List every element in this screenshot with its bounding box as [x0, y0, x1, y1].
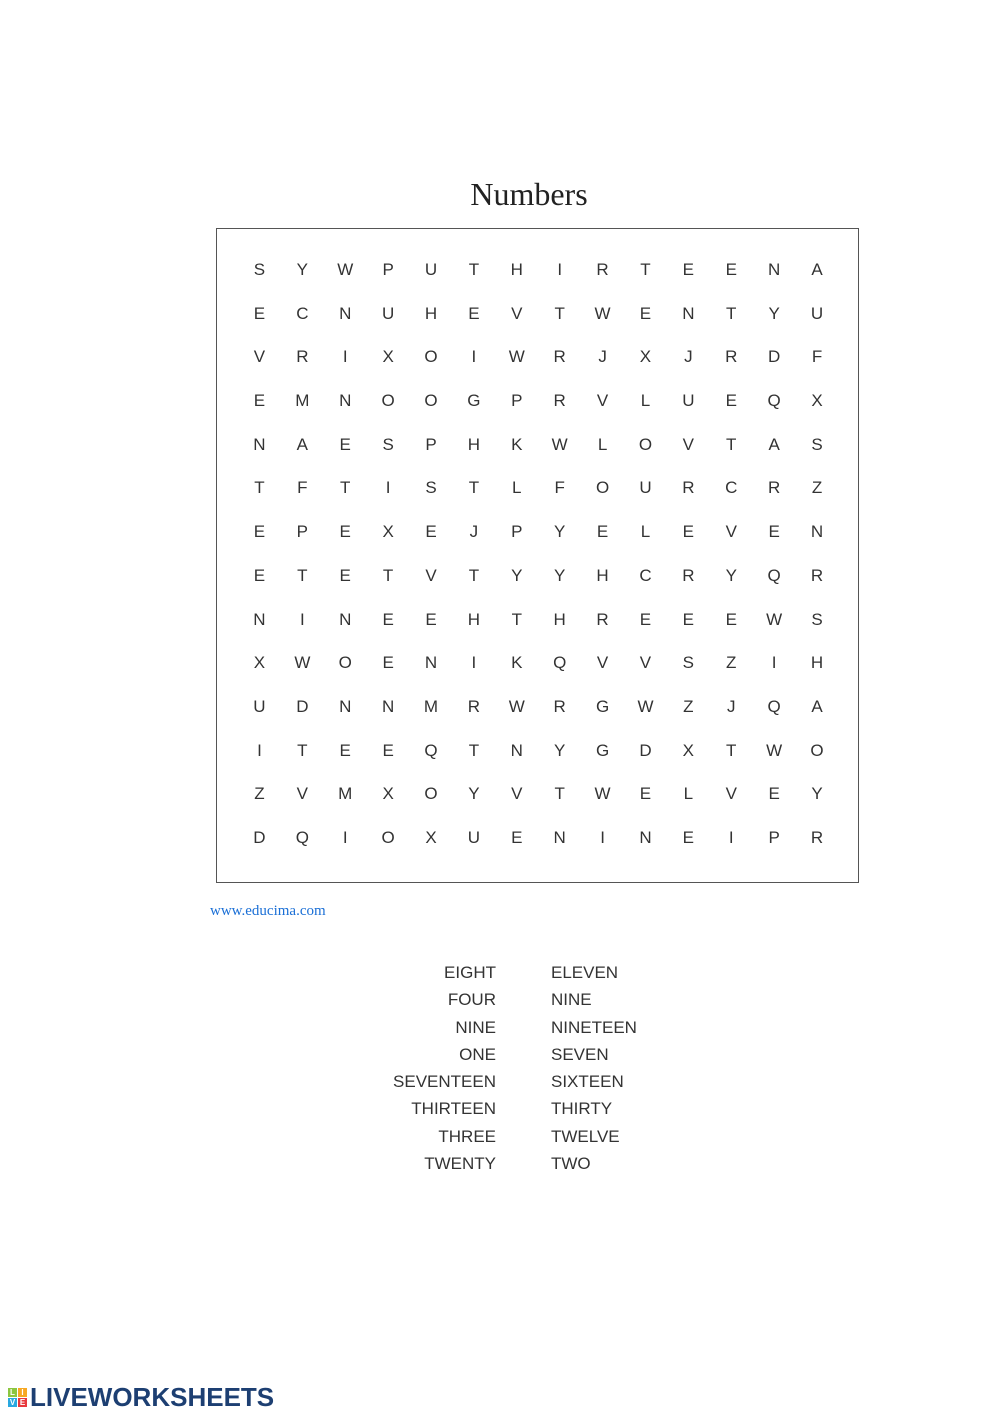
word-item: FOUR [447, 990, 496, 1010]
grid-cell[interactable]: J [598, 347, 607, 367]
grid-cell[interactable]: N [682, 303, 695, 323]
grid-cell[interactable]: E [725, 391, 737, 411]
grid-cell[interactable]: N [553, 827, 566, 847]
grid-cell[interactable]: G [595, 740, 610, 760]
grid-cell[interactable]: W [551, 434, 568, 454]
grid-cell[interactable]: U [467, 827, 481, 847]
grid-cell[interactable]: V [725, 784, 737, 804]
grid-cell[interactable]: R [767, 478, 781, 498]
grid-cell[interactable]: U [381, 303, 395, 323]
grid-cell[interactable]: T [726, 434, 737, 454]
grid-cell[interactable]: E [382, 740, 394, 760]
grid-cell[interactable]: U [810, 303, 824, 323]
grid-cell[interactable]: X [811, 391, 823, 411]
grid-cell[interactable]: A [811, 260, 823, 279]
grid-cell[interactable]: J [684, 347, 693, 367]
grid-cell[interactable]: Q [767, 391, 781, 411]
word-list-row [0, 990, 1000, 1017]
website-link[interactable]: www.educima.com [210, 903, 326, 919]
grid-cell[interactable]: A [811, 696, 823, 716]
grid-cell[interactable]: U [424, 260, 438, 279]
grid-cell[interactable]: X [425, 827, 437, 847]
grid-cell[interactable]: W [766, 609, 783, 629]
grid-cell[interactable]: I [557, 260, 563, 279]
grid-cell[interactable]: S [253, 260, 266, 279]
grid-cell[interactable]: Y [554, 522, 566, 542]
grid-cell[interactable]: T [554, 303, 565, 323]
logo-text: LIVEWORKSHEETS [30, 1382, 275, 1412]
grid-cell[interactable]: O [595, 478, 610, 498]
grid-cell[interactable]: Y [511, 565, 523, 585]
grid-cell[interactable]: U [682, 391, 695, 411]
grid-cell[interactable]: T [468, 565, 480, 585]
grid-cell[interactable]: I [471, 653, 477, 673]
grid-cell[interactable]: E [339, 522, 351, 542]
grid-cell[interactable]: P [511, 522, 523, 542]
grid-cell[interactable]: V [511, 303, 523, 323]
grid-cell[interactable]: X [253, 653, 266, 673]
grid-cell[interactable]: L [640, 522, 651, 542]
grid-cell[interactable]: H [467, 434, 481, 454]
grid-cell[interactable]: E [682, 522, 695, 542]
grid-cell[interactable]: H [553, 609, 566, 629]
grid-cell[interactable]: T [511, 609, 522, 629]
grid-cell[interactable]: S [811, 609, 823, 629]
word-list [0, 963, 1000, 1181]
grid-cell[interactable]: V [425, 565, 437, 585]
grid-cell[interactable]: M [295, 391, 310, 411]
grid-cell[interactable]: P [425, 434, 437, 454]
grid-cell[interactable]: Q [767, 565, 781, 585]
word-item: EIGHT [444, 963, 496, 982]
grid-cell[interactable]: H [424, 303, 438, 323]
grid-cell[interactable]: E [425, 522, 437, 542]
word-item: THIRTY [551, 1099, 613, 1119]
grid-cell[interactable]: D [296, 696, 309, 716]
word-list-row [0, 1127, 1000, 1154]
word-list-row [0, 1154, 1000, 1181]
grid-cell[interactable]: T [726, 303, 737, 323]
word-item: SEVEN [551, 1044, 609, 1064]
grid-cell[interactable]: T [468, 260, 480, 279]
grid-cell[interactable]: E [639, 784, 652, 804]
grid-cell[interactable]: F [554, 478, 565, 498]
grid-cell[interactable]: V [682, 434, 695, 454]
grid-cell[interactable]: E [253, 391, 266, 411]
grid-cell[interactable]: D [253, 827, 266, 847]
grid-cell[interactable]: E [382, 609, 394, 629]
word-item: NINE [455, 1017, 496, 1037]
grid-cell[interactable]: E [682, 260, 695, 279]
grid-cell[interactable]: T [640, 260, 651, 279]
grid-cell[interactable]: E [725, 609, 737, 629]
grid-cell[interactable]: O [424, 784, 438, 804]
grid-cell[interactable]: V [725, 522, 737, 542]
grid-cell[interactable]: C [296, 303, 309, 323]
grid-cell[interactable]: E [425, 609, 437, 629]
grid-cell[interactable]: I [600, 827, 605, 847]
grid-cell[interactable]: S [682, 653, 695, 673]
word-list-row [0, 1099, 1000, 1126]
grid-cell[interactable]: P [382, 260, 394, 279]
grid-cell[interactable]: W [637, 696, 654, 716]
grid-cell[interactable]: V [511, 784, 523, 804]
grid-cell[interactable]: N [339, 609, 352, 629]
grid-cell[interactable]: X [382, 522, 394, 542]
grid-cell[interactable]: Z [726, 653, 737, 673]
grid-cell[interactable]: Y [811, 784, 823, 804]
grid-cell[interactable]: R [810, 565, 824, 585]
grid-cell[interactable]: R [810, 827, 824, 847]
grid-cell[interactable]: X [682, 740, 695, 760]
grid-cell[interactable]: V [596, 391, 609, 411]
grid-cell[interactable]: E [253, 522, 266, 542]
grid-cell[interactable]: N [339, 391, 352, 411]
grid-cell[interactable]: E [768, 522, 780, 542]
grid-cell[interactable]: J [469, 522, 479, 542]
word-item: TWO [551, 1154, 591, 1174]
grid-cell[interactable]: E [682, 827, 695, 847]
word-list-row [0, 1018, 1000, 1045]
grid-cell[interactable]: N [253, 434, 266, 454]
grid-cell[interactable]: S [811, 434, 823, 454]
grid-cell[interactable]: H [510, 260, 523, 279]
grid-cell[interactable]: H [596, 565, 609, 585]
grid-cell[interactable]: D [767, 347, 781, 367]
grid-cell[interactable]: I [342, 827, 348, 847]
grid-cell[interactable]: F [297, 478, 308, 498]
grid-cell[interactable]: E [768, 784, 780, 804]
grid-cell[interactable]: T [297, 565, 308, 585]
grid-cell[interactable]: E [382, 653, 394, 673]
word-search-grid [238, 257, 838, 869]
grid-cell[interactable]: O [424, 347, 438, 367]
grid-cell[interactable]: J [726, 696, 736, 716]
grid-cell[interactable]: E [511, 827, 523, 847]
word-item: TWELVE [551, 1126, 620, 1146]
grid-cell[interactable]: N [810, 522, 824, 542]
grid-cell[interactable]: N [381, 696, 395, 716]
grid-cell[interactable]: E [468, 303, 480, 323]
grid-cell[interactable]: N [767, 260, 781, 279]
grid-cell[interactable]: N [424, 653, 438, 673]
grid-cell[interactable]: X [382, 347, 394, 367]
grid-cell[interactable]: H [467, 609, 481, 629]
grid-cell[interactable]: U [253, 696, 266, 716]
grid-cell[interactable]: E [339, 434, 351, 454]
grid-cell[interactable]: R [553, 347, 566, 367]
word-item: SIXTEEN [551, 1072, 624, 1092]
grid-cell[interactable]: K [511, 434, 523, 454]
grid-cell[interactable]: N [510, 740, 523, 760]
grid-cell[interactable]: G [595, 696, 610, 716]
grid-cell[interactable]: T [554, 784, 565, 804]
grid-cell[interactable]: S [382, 434, 394, 454]
grid-cell[interactable]: E [253, 303, 266, 323]
grid-cell[interactable]: O [381, 391, 395, 411]
grid-cell[interactable]: R [296, 347, 309, 367]
grid-cell[interactable]: Y [725, 565, 737, 585]
grid-cell[interactable]: M [423, 696, 439, 716]
grid-cell[interactable]: O [424, 391, 438, 411]
grid-cell[interactable]: T [382, 565, 394, 585]
grid-cell[interactable]: Y [468, 784, 480, 804]
logo-badge-letter: L [8, 1388, 17, 1397]
grid-cell[interactable]: L [512, 478, 522, 498]
grid-cell[interactable]: E [639, 303, 652, 323]
grid-cell[interactable]: V [596, 653, 609, 673]
grid-cell[interactable]: E [596, 522, 609, 542]
grid-cell[interactable]: S [425, 478, 437, 498]
grid-cell[interactable]: Y [554, 565, 566, 585]
grid-cell[interactable]: Q [553, 653, 567, 673]
grid-cell[interactable]: I [471, 347, 477, 367]
grid-cell[interactable]: P [768, 827, 780, 847]
grid-cell[interactable]: V [639, 653, 652, 673]
grid-cell[interactable]: I [385, 478, 391, 498]
grid-cell[interactable]: Q [295, 827, 309, 847]
grid-cell[interactable]: R [725, 347, 738, 367]
grid-cell[interactable]: R [553, 391, 566, 411]
grid-cell[interactable]: R [596, 260, 609, 279]
grid-cell[interactable]: Y [768, 303, 780, 323]
grid-cell[interactable]: W [294, 653, 311, 673]
grid-cell[interactable]: W [508, 347, 525, 367]
word-list-row [0, 1045, 1000, 1072]
grid-cell[interactable]: A [768, 434, 780, 454]
grid-cell[interactable]: O [381, 827, 395, 847]
word-item: THIRTEEN [411, 1099, 496, 1119]
logo-badge-letter: E [19, 1398, 26, 1407]
grid-cell[interactable]: Y [296, 260, 308, 279]
logo-badge-letter: I [18, 1388, 27, 1397]
grid-cell[interactable]: E [725, 260, 737, 279]
grid-cell[interactable]: T [726, 740, 737, 760]
grid-cell[interactable]: P [296, 522, 308, 542]
grid-cell[interactable]: W [766, 740, 783, 760]
grid-cell[interactable]: O [638, 434, 653, 454]
liveworksheets-logo [8, 1382, 274, 1413]
grid-cell[interactable]: H [810, 653, 824, 673]
grid-cell[interactable]: L [640, 391, 651, 411]
grid-cell[interactable]: E [253, 565, 266, 585]
grid-cell[interactable]: V [253, 347, 266, 367]
grid-cell[interactable]: I [771, 653, 777, 673]
grid-cell[interactable]: R [682, 478, 695, 498]
grid-cell[interactable]: A [296, 434, 308, 454]
grid-cell[interactable]: N [339, 696, 352, 716]
grid-cell[interactable]: W [508, 696, 525, 716]
grid-cell[interactable]: Z [254, 784, 265, 804]
word-item: ELEVEN [551, 963, 619, 982]
grid-cell[interactable]: T [468, 478, 480, 498]
grid-cell[interactable]: I [299, 609, 305, 629]
grid-cell[interactable]: D [639, 740, 652, 760]
grid-cell[interactable]: I [342, 347, 348, 367]
worksheet-title: Numbers [470, 176, 588, 212]
word-item: ONE [459, 1044, 496, 1064]
grid-cell[interactable]: W [594, 784, 611, 804]
grid-cell[interactable]: Z [811, 478, 823, 498]
grid-cell[interactable]: U [639, 478, 652, 498]
grid-cell[interactable]: T [340, 478, 351, 498]
grid-cell[interactable]: P [511, 391, 523, 411]
grid-cell[interactable]: Y [554, 740, 566, 760]
grid-cell[interactable]: F [811, 347, 823, 367]
grid-cell[interactable]: I [728, 827, 734, 847]
grid-cell[interactable]: W [337, 260, 354, 279]
grid-cell[interactable]: N [639, 827, 652, 847]
grid-cell[interactable]: N [339, 303, 352, 323]
grid-cell[interactable]: R [596, 609, 609, 629]
grid-cell[interactable]: G [467, 391, 481, 411]
grid-cell[interactable]: R [553, 696, 566, 716]
grid-cell[interactable]: X [382, 784, 394, 804]
grid-cell[interactable]: Q [767, 696, 781, 716]
grid-cell[interactable]: K [511, 653, 523, 673]
word-item: NINETEEN [551, 1017, 637, 1037]
grid-cell[interactable]: I [257, 740, 262, 760]
grid-cell[interactable]: T [297, 740, 308, 760]
word-item: NINE [551, 990, 592, 1010]
logo-badge-icon [8, 1388, 27, 1407]
grid-cell[interactable]: E [639, 609, 652, 629]
grid-cell[interactable]: W [594, 303, 611, 323]
grid-cell[interactable]: Z [683, 696, 694, 716]
word-item: THREE [438, 1126, 496, 1146]
grid-cell[interactable]: R [682, 565, 695, 585]
grid-cell[interactable]: M [338, 784, 353, 804]
grid-cell[interactable]: N [253, 609, 266, 629]
grid-cell[interactable]: X [639, 347, 652, 367]
word-item: SEVENTEEN [393, 1072, 496, 1092]
grid-cell[interactable]: O [810, 740, 824, 760]
grid-cell[interactable]: E [682, 609, 695, 629]
grid-cell[interactable]: L [683, 784, 694, 804]
grid-cell[interactable]: E [339, 740, 351, 760]
grid-cell[interactable]: T [254, 478, 265, 498]
grid-cell[interactable]: R [467, 696, 481, 716]
grid-cell[interactable]: O [338, 653, 352, 673]
grid-cell[interactable]: C [639, 565, 652, 585]
word-list-row [0, 963, 1000, 990]
grid-cell[interactable]: Q [424, 740, 438, 760]
grid-cell[interactable]: T [468, 740, 480, 760]
grid-cell[interactable]: L [597, 434, 608, 454]
grid-cell[interactable]: C [725, 478, 738, 498]
word-item: TWENTY [424, 1154, 496, 1174]
grid-cell[interactable]: V [296, 784, 308, 804]
grid-cell[interactable]: E [339, 565, 351, 585]
logo-badge-letter: V [9, 1398, 16, 1407]
word-list-row [0, 1072, 1000, 1099]
